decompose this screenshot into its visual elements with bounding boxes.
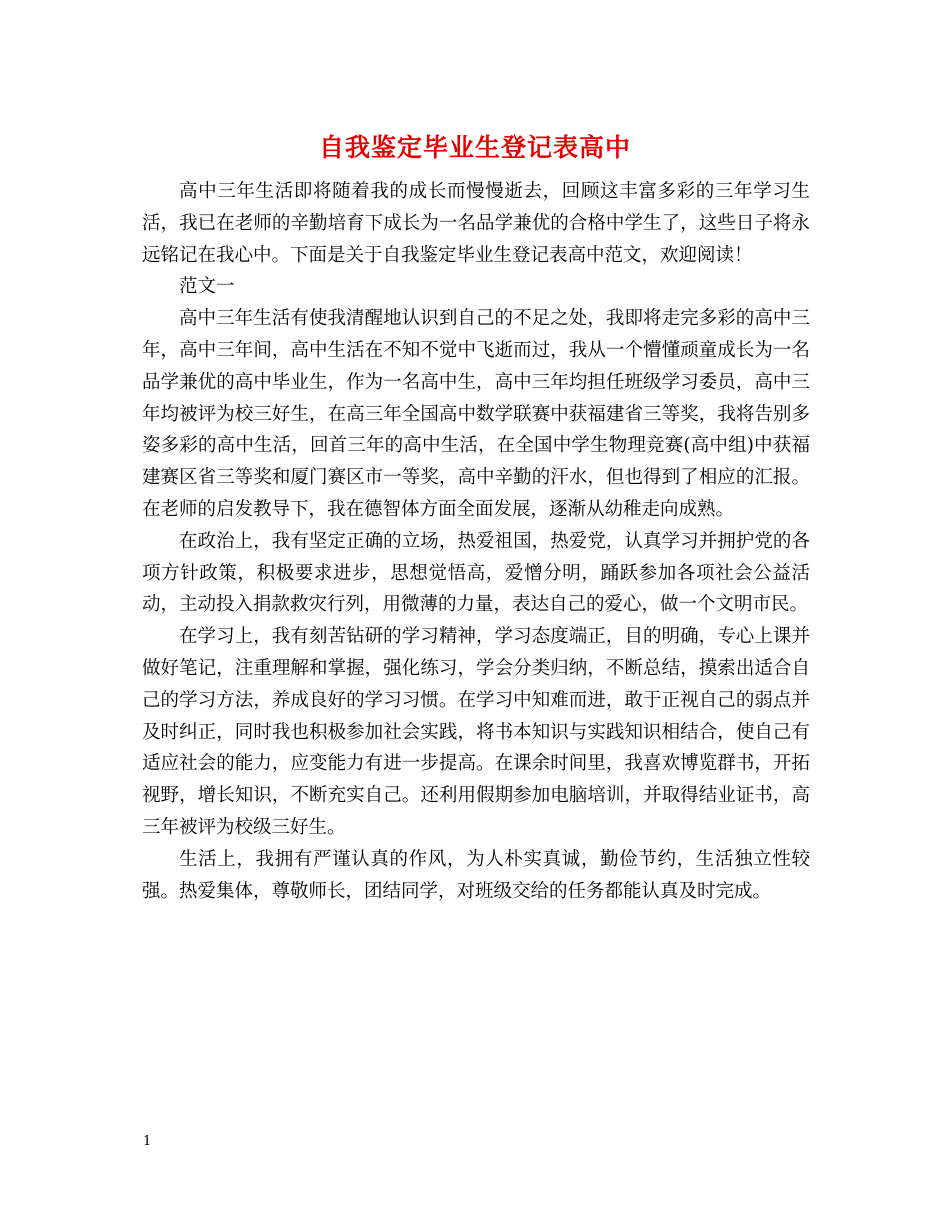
paragraph-overview: 高中三年生活有使我清醒地认识到自己的不足之处，我即将走完多彩的高中三年，高中三年间，高中生活在不知不觉中飞逝而过，我从一个懵懂顽童成长为一名品学兼优的高中毕业生，作为一名高中生，高中三年均担任班级学习委员，高中三年均被评为校三好生，在高三年全国高中数学联赛中获福建省三等奖，我将告别多姿多彩的高中生活，回首三年的高中生活，在全国中学生物理竞赛(高中组)中获福建赛区省三等奖和厦门赛区市一等奖，高中辛勤的汗水，但也得到了相应的汇报。在老师的启发教导下，我在德智体方面全面发展，逐渐从幼稚走向成熟。 [142,308,810,520]
paragraph-life: 生活上，我拥有严谨认真的作风，为人朴实真诚，勤俭节约，生活独立性较强。热爱集体，尊敬师长，团结同学，对班级交给的任务都能认真及时完成。 [142,848,810,902]
document-title: 自我鉴定毕业生登记表高中 [318,133,631,162]
paragraph-intro: 高中三年生活即将随着我的成长而慢慢逝去，回顾这丰富多彩的三年学习生活，我已在老师的辛勤培育下成长为一名品学兼优的合格中学生了，这些日子将永远铭记在我心中。下面是关于自我鉴定毕业生登记表高中范文，欢迎阅读！ [142,181,810,266]
paragraph-politics: 在政治上，我有坚定正确的立场，热爱祖国，热爱党，认真学习并拥护党的各项方针政策，积极要求进步，思想觉悟高，爱憎分明，踊跃参加各项社会公益活动，主动投入捐款救灾行列，用微薄的力量，表达自己的爱心，做一个文明市民。 [142,530,810,616]
paragraph-study: 在学习上，我有刻苦钻研的学习精神，学习态度端正，目的明确，专心上课并做好笔记，注重理解和掌握，强化练习，学会分类归纳，不断总结，摸索出适合自己的学习方法，养成良好的学习习惯。在学习中知难而进，敢于正视自己的弱点并及时纠正，同时我也积极参加社会实践，将书本知识与实践知识相结合，使自己有适应社会的能力，应变能力有进一步提高。在课余时间里，我喜欢博览群书，开拓视野，增长知识，不断充实自己。还利用假期参加电脑培训，并取得结业证书，高三年被评为校级三好生。 [142,626,810,838]
page-number: 1 [143,1134,152,1149]
document-body [142,176,810,907]
paragraph-sample-heading: 范文一 [179,276,235,298]
